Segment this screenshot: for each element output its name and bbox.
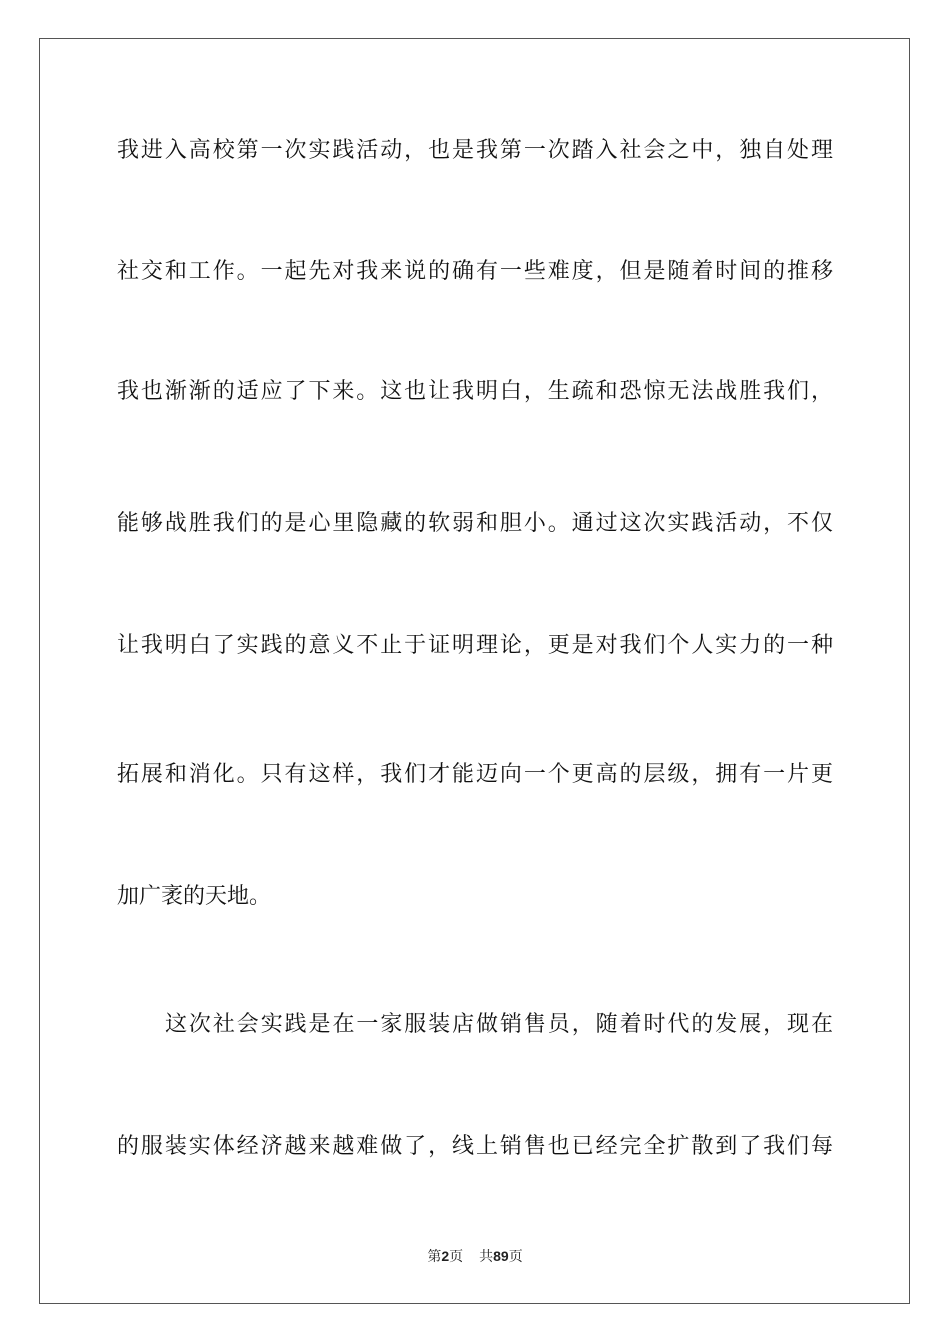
body-text-line-2: 社交和工作。一起先对我来说的确有一些难度，但是随着时间的推移 (117, 259, 833, 284)
body-text-line-3: 我也渐渐的适应了下来。这也让我明白，生疏和恐惊无法战胜我们， (117, 379, 833, 404)
page-number: 2 (441, 1248, 450, 1264)
body-text-line-5: 让我明白了实践的意义不止于证明理论，更是对我们个人实力的一种 (117, 633, 833, 658)
page-footer (0, 1246, 950, 1267)
body-text-line-6: 拓展和消化。只有这样，我们才能迈向一个更高的层级，拥有一片更 (117, 762, 833, 787)
page-prefix: 第 (427, 1249, 442, 1265)
body-text-line-4: 能够战胜我们的是心里隐藏的软弱和胆小。通过这次实践活动，不仅 (117, 511, 833, 536)
body-text-paragraph-2-line-2: 的服装实体经济越来越难做了，线上销售也已经完全扩散到了我们每 (117, 1134, 833, 1159)
page-border (39, 38, 910, 1304)
body-text-line-7: 加广袤的天地。 (117, 884, 272, 909)
total-prefix: 共 (479, 1249, 494, 1265)
page-suffix: 页 (449, 1249, 464, 1265)
body-text-line-1: 我进入高校第一次实践活动，也是我第一次踏入社会之中，独自处理 (117, 138, 833, 163)
total-suffix: 页 (508, 1249, 523, 1265)
total-pages: 89 (493, 1248, 509, 1264)
body-text-paragraph-2-line-1: 这次社会实践是在一家服装店做销售员，随着时代的发展，现在 (165, 1012, 833, 1037)
